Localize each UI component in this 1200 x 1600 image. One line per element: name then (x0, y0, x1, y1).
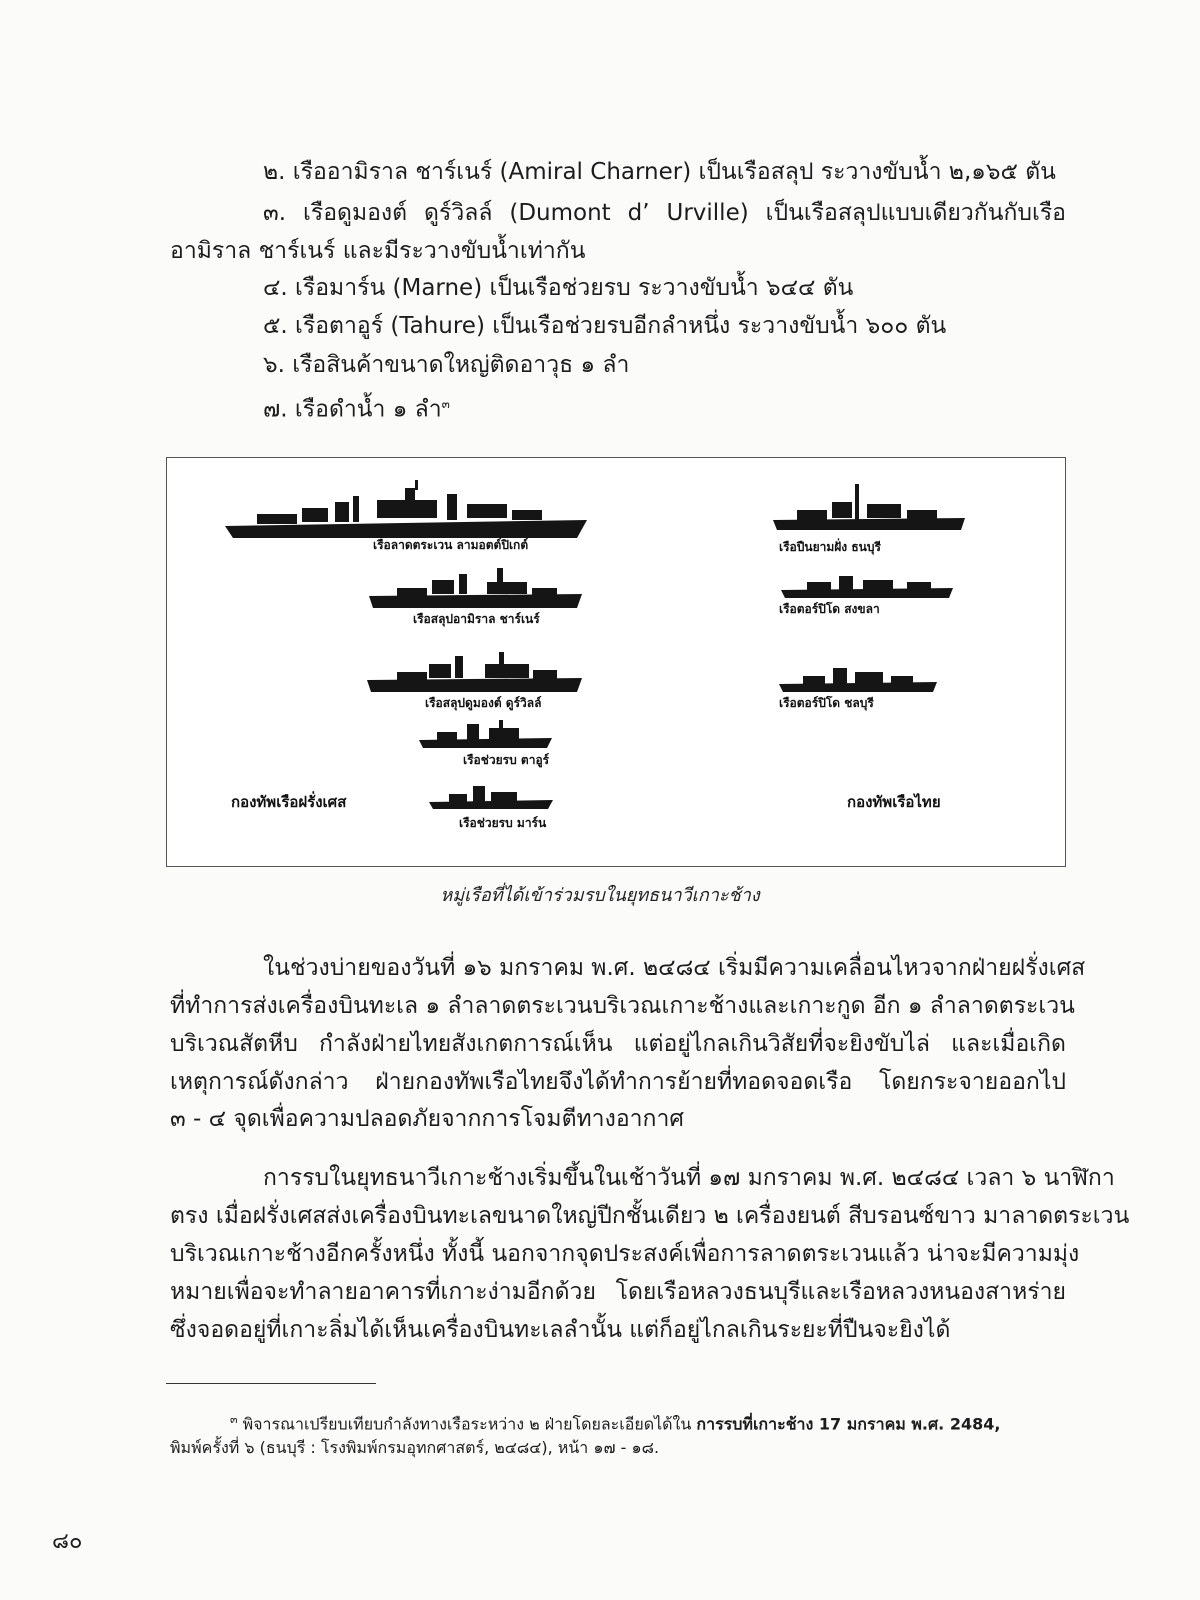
ship-dumont-durville-silhouette (367, 652, 582, 692)
paragraph-2-line-5: ซึ่งจอดอยู่ที่เกาะลิ่มได้เห็นเครื่องบินทะเลลำนั้น แต่ก็อยู่ไกลเกินระยะที่ปืนจะยิงได้ (170, 1317, 951, 1343)
ship-label-amiral-charner: เรือสลุปอามิราล ชาร์เนร์ (413, 612, 540, 626)
ship-label-tahure: เรือช่วยรบ ตาอูร์ (463, 753, 550, 767)
list-item-4: ๔. เรือมาร์น (Marne) เป็นเรือช่วยรบ ระวางขับน้ำ ๖๔๔ ตัน (263, 275, 854, 301)
list-item-3: ๓. เรือดูมองต์ ดูร์วิลล์ (Dumont d’ Urville) เป็นเรือสลุปแบบเดียวกันกับเรือ (263, 200, 1066, 226)
ship-tahure-silhouette (419, 720, 552, 748)
paragraph-2-line-3: บริเวณเกาะช้างอีกครั้งหนึ่ง ทั้งนี้ นอกจากจุดประสงค์เพื่อการลาดตระเวนแล้ว น่าจะมีความมุ่ง (170, 1241, 1080, 1267)
footnote-text-1: พิจารณาเปรียบเทียบกำลังทางเรือระหว่าง ๒ ฝ่ายโดยละเอียดได้ใน (237, 1414, 697, 1434)
paragraph-1-line-4: เหตุการณ์ดังกล่าว ฝ่ายกองทัพเรือไทยจึงได้ทำการย้ายที่ทอดจอดเรือ โดยกระจายออกไป (170, 1069, 1066, 1095)
paragraph-2-line-1: การรบในยุทธนาวีเกาะช้างเริ่มขึ้นในเช้าวันที่ ๑๗ มกราคม พ.ศ. ๒๔๘๔ เวลา ๖ นาฬิกา (263, 1165, 1115, 1191)
paragraph-1-line-3: บริเวณสัตหีบ กำลังฝ่ายไทยสังเกตการณ์เห็น แต่อยู่ไกลเกินวิสัยที่จะยิงขับไล่ และเมื่อเกิด (170, 1031, 1066, 1057)
ship-label-lamotte-picquet: เรือลาดตระเวน ลามอตต์ปิเกต์ (373, 538, 529, 552)
ship-amiral-charner-silhouette (369, 568, 582, 608)
footnote-mark: ๓ (230, 1413, 238, 1426)
figure-caption: หมู่เรือที่ได้เข้าร่วมรบในยุทธนาวีเกาะช้าง (440, 885, 760, 906)
ship-songkhla-silhouette (781, 576, 953, 598)
ship-label-chonburi: เรือตอร์ปิโด ชลบุรี (779, 696, 874, 710)
fleet-figure (166, 457, 1066, 867)
list-item-6: ๖. เรือสินค้าขนาดใหญ่ติดอาวุธ ๑ ลำ (263, 352, 630, 378)
ship-lamotte-picquet-silhouette (225, 480, 587, 538)
paragraph-1-line-1: ในช่วงบ่ายของวันที่ ๑๖ มกราคม พ.ศ. ๒๔๘๔ เริ่มมีความเคลื่อนไหวจากฝ่ายฝรั่งเศส (263, 955, 1086, 981)
footnote-reference: ๓ (441, 397, 450, 411)
ship-thonburi-silhouette (773, 484, 965, 530)
footnote-line-1 (230, 1407, 1000, 1437)
footnote-title: การรบที่เกาะช้าง 17 มกราคม พ.ศ. 2484, (696, 1414, 1001, 1434)
paragraph-2-line-4: หมายเพื่อจะทำลายอาคารที่เกาะง่ามอีกด้วย โดยเรือหลวงธนบุรีและเรือหลวงหนองสาหร่าย (170, 1279, 1066, 1305)
paragraph-1-line-2: ที่ทำการส่งเครื่องบินทะเล ๑ ลำลาดตระเวนบริเวณเกาะช้างและเกาะกูด อีก ๑ ลำลาดตระเวน (170, 993, 1075, 1019)
list-item-2: ๒. เรืออามิราล ชาร์เนร์ (Amiral Charner) เป็นเรือสลุป ระวางขับน้ำ ๒,๑๖๕ ตัน (263, 159, 1056, 185)
french-fleet-label: กองทัพเรือฝรั่งเศส (231, 793, 347, 811)
page-number: ๘๐ (52, 1529, 83, 1554)
thai-fleet-label: กองทัพเรือไทย (847, 793, 941, 811)
ship-marne-silhouette (429, 786, 553, 809)
ship-label-thonburi: เรือปืนยามฝั่ง ธนบุรี (779, 540, 881, 554)
ship-label-songkhla: เรือตอร์ปิโด สงขลา (779, 602, 880, 616)
ship-label-dumont-durville: เรือสลุปดูมองต์ ดูร์วิลล์ (425, 696, 542, 710)
ship-chonburi-silhouette (779, 668, 937, 692)
list-item-5: ๕. เรือตาอูร์ (Tahure) เป็นเรือช่วยรบอีกลำหนึ่ง ระวางขับน้ำ ๖๐๐ ตัน (263, 313, 947, 339)
paragraph-2-line-2: ตรง เมื่อฝรั่งเศสส่งเครื่องบินทะเลขนาดใหญ่ปีกชั้นเดียว ๒ เครื่องยนต์ สีบรอนซ์ขาว มาลาดตระเวน (170, 1203, 1130, 1229)
ship-label-marne: เรือช่วยรบ มาร์น (459, 816, 547, 830)
footnote-line-2: พิมพ์ครั้งที่ ๖ (ธนบุรี : โรงพิมพ์กรมอุทกศาสตร์, ๒๔๘๔), หน้า ๑๗ - ๑๘. (170, 1438, 660, 1457)
footnote-separator (166, 1383, 376, 1384)
list-item-3-continued: อามิราล ชาร์เนร์ และมีระวางขับน้ำเท่ากัน (170, 238, 586, 264)
paragraph-1-line-5: ๓ - ๔ จุดเพื่อความปลอดภัยจากการโจมตีทางอากาศ (170, 1106, 684, 1132)
list-item-7 (263, 389, 450, 425)
list-item-7-text: ๗. เรือดำน้ำ ๑ ลำ (263, 396, 442, 423)
